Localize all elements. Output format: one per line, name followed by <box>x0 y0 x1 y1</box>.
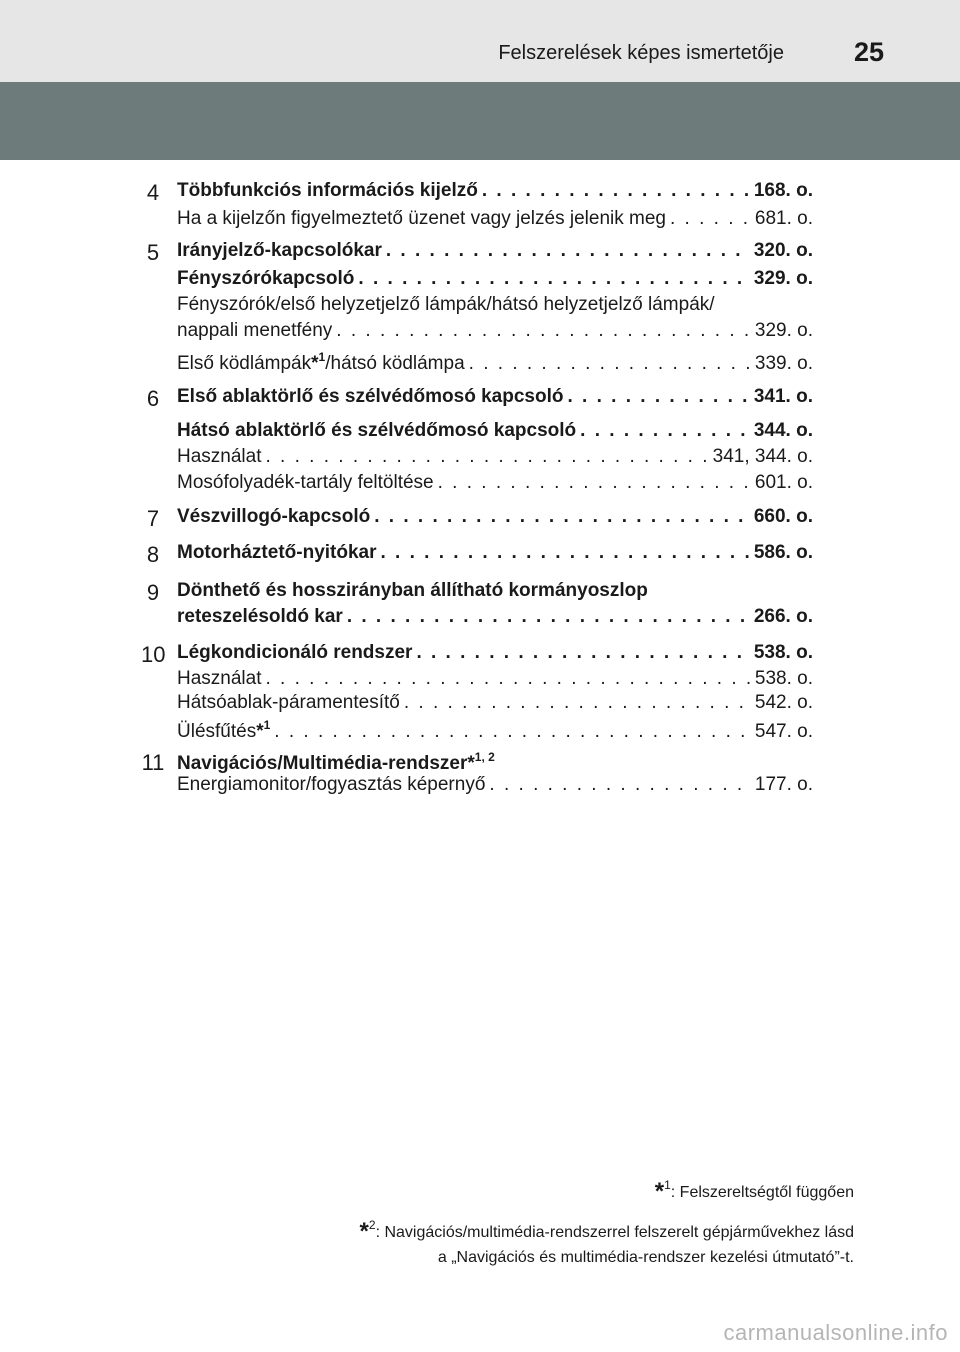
footnotes <box>360 1172 854 1270</box>
index-line: Hátsóablak-páramentesítő . . . 542. o. <box>177 692 813 718</box>
index-line: Első ködlámpák*$^1$/hátsó ködlámpa . . . 339. o. <box>177 350 813 376</box>
entry-number: 8 <box>146 542 160 567</box>
index-line: Motorháztető-nyitókar . . . 586. o. <box>177 542 813 568</box>
entry-number: 5 <box>146 240 160 265</box>
footnote-2-continuation: a „Navigációs és multimédia-rendszer kezelési útmutató”-t. <box>437 1249 854 1266</box>
index-line: Ha a kijelzőn figyelmeztető üzenet vagy jelzés jelenik meg . . . 681. o. <box>177 208 813 234</box>
index-line: Dönthető és hosszirányban állítható kormányoszlop <box>177 580 648 601</box>
index-line: Vészvillogó-kapcsoló . . . 660. o. <box>177 506 813 532</box>
entry-number: 6 <box>146 386 160 411</box>
index-line: Légkondicionáló rendszer . . . 538. o. <box>177 642 813 668</box>
index-line: Használat . . . 538. o. <box>177 668 813 694</box>
index-line: Mosófolyadék-tartály feltöltése . . . 601. o. <box>177 472 813 498</box>
entry-number: 4 <box>146 180 160 205</box>
page-number: 25 <box>853 37 884 67</box>
index-line: Navigációs/Multimédia-rendszer*$^{1, 2}$ <box>177 750 495 774</box>
section-title: Felszerelések képes ismertetője <box>498 42 784 64</box>
index-line: nappali menetfény . . . 329. o. <box>177 320 813 346</box>
index-line: Fényszórókapcsoló . . . 329. o. <box>177 268 813 294</box>
index-line: Irányjelző-kapcsolókar . . . 320. o. <box>177 240 813 266</box>
footnote-1: *$^1$: Felszereltségtől függően <box>654 1178 854 1205</box>
entry-number: 11 <box>141 750 165 775</box>
header-band <box>0 82 960 160</box>
watermark: carmanualsonline.info <box>723 1320 948 1345</box>
index-line: Ülésfűtés*$^1$ . . . 547. o. <box>177 718 813 744</box>
entry-number: 10 <box>141 642 166 667</box>
index-line: Fényszórók/első helyzetjelző lámpák/hátsó helyzetjelző lámpák/ <box>177 294 715 315</box>
index-line: Használat . . . 341, 344. o. <box>177 446 813 472</box>
entry-number: 7 <box>146 506 160 531</box>
page-header <box>0 0 960 82</box>
index-line: Hátsó ablaktörlő és szélvédőmosó kapcsoló . . . 344. o. <box>177 420 813 446</box>
index-line: Többfunkciós információs kijelző . . . 168. o. <box>177 180 813 206</box>
entry-number: 9 <box>146 580 160 605</box>
index-line: Energiamonitor/fogyasztás képernyő . . . 177. o. <box>177 774 813 800</box>
index-line: reteszelésoldó kar . . . 266. o. <box>177 606 813 632</box>
index-line: Első ablaktörlő és szélvédőmosó kapcsoló . . . 341. o. <box>177 386 813 412</box>
footnote-2: *$^2$: Navigációs/multimédia-rendszerrel felszerelt gépjárművekhez lásd <box>359 1218 854 1245</box>
